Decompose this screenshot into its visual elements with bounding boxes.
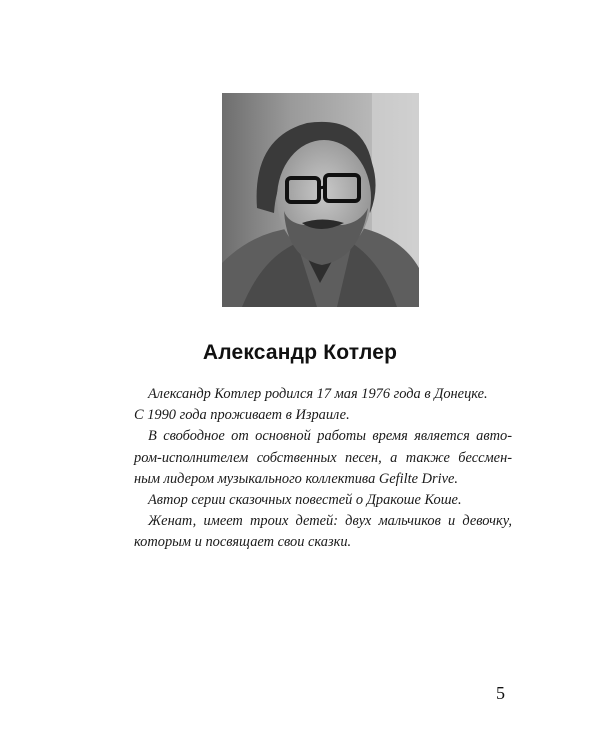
bio-line: Автор серии сказочных повестей о Дракоше Коше. [148, 492, 462, 509]
bio-line: Женат, имеет троих детей: двух мальчиков и девочку, [148, 513, 512, 530]
bio-line: которым и посвящает свои сказки. [134, 534, 352, 551]
bio-line: С 1990 года проживает в Израиле. [134, 407, 350, 424]
bio-line: В свободное от основной работы время является авто- [148, 428, 512, 445]
bio-line: Александр Котлер родился 17 мая 1976 года в Донецке. [148, 386, 488, 402]
author-bio [134, 384, 512, 554]
bio-line: ным лидером музыкального коллектива Gefilte Drive. [134, 470, 458, 487]
author-photo [222, 93, 419, 307]
page-number: 5 [496, 683, 505, 703]
bio-line: ром-исполнителем собственных песен, а также бессмен- [134, 449, 512, 466]
author-name: Александр Котлер [202, 341, 398, 364]
